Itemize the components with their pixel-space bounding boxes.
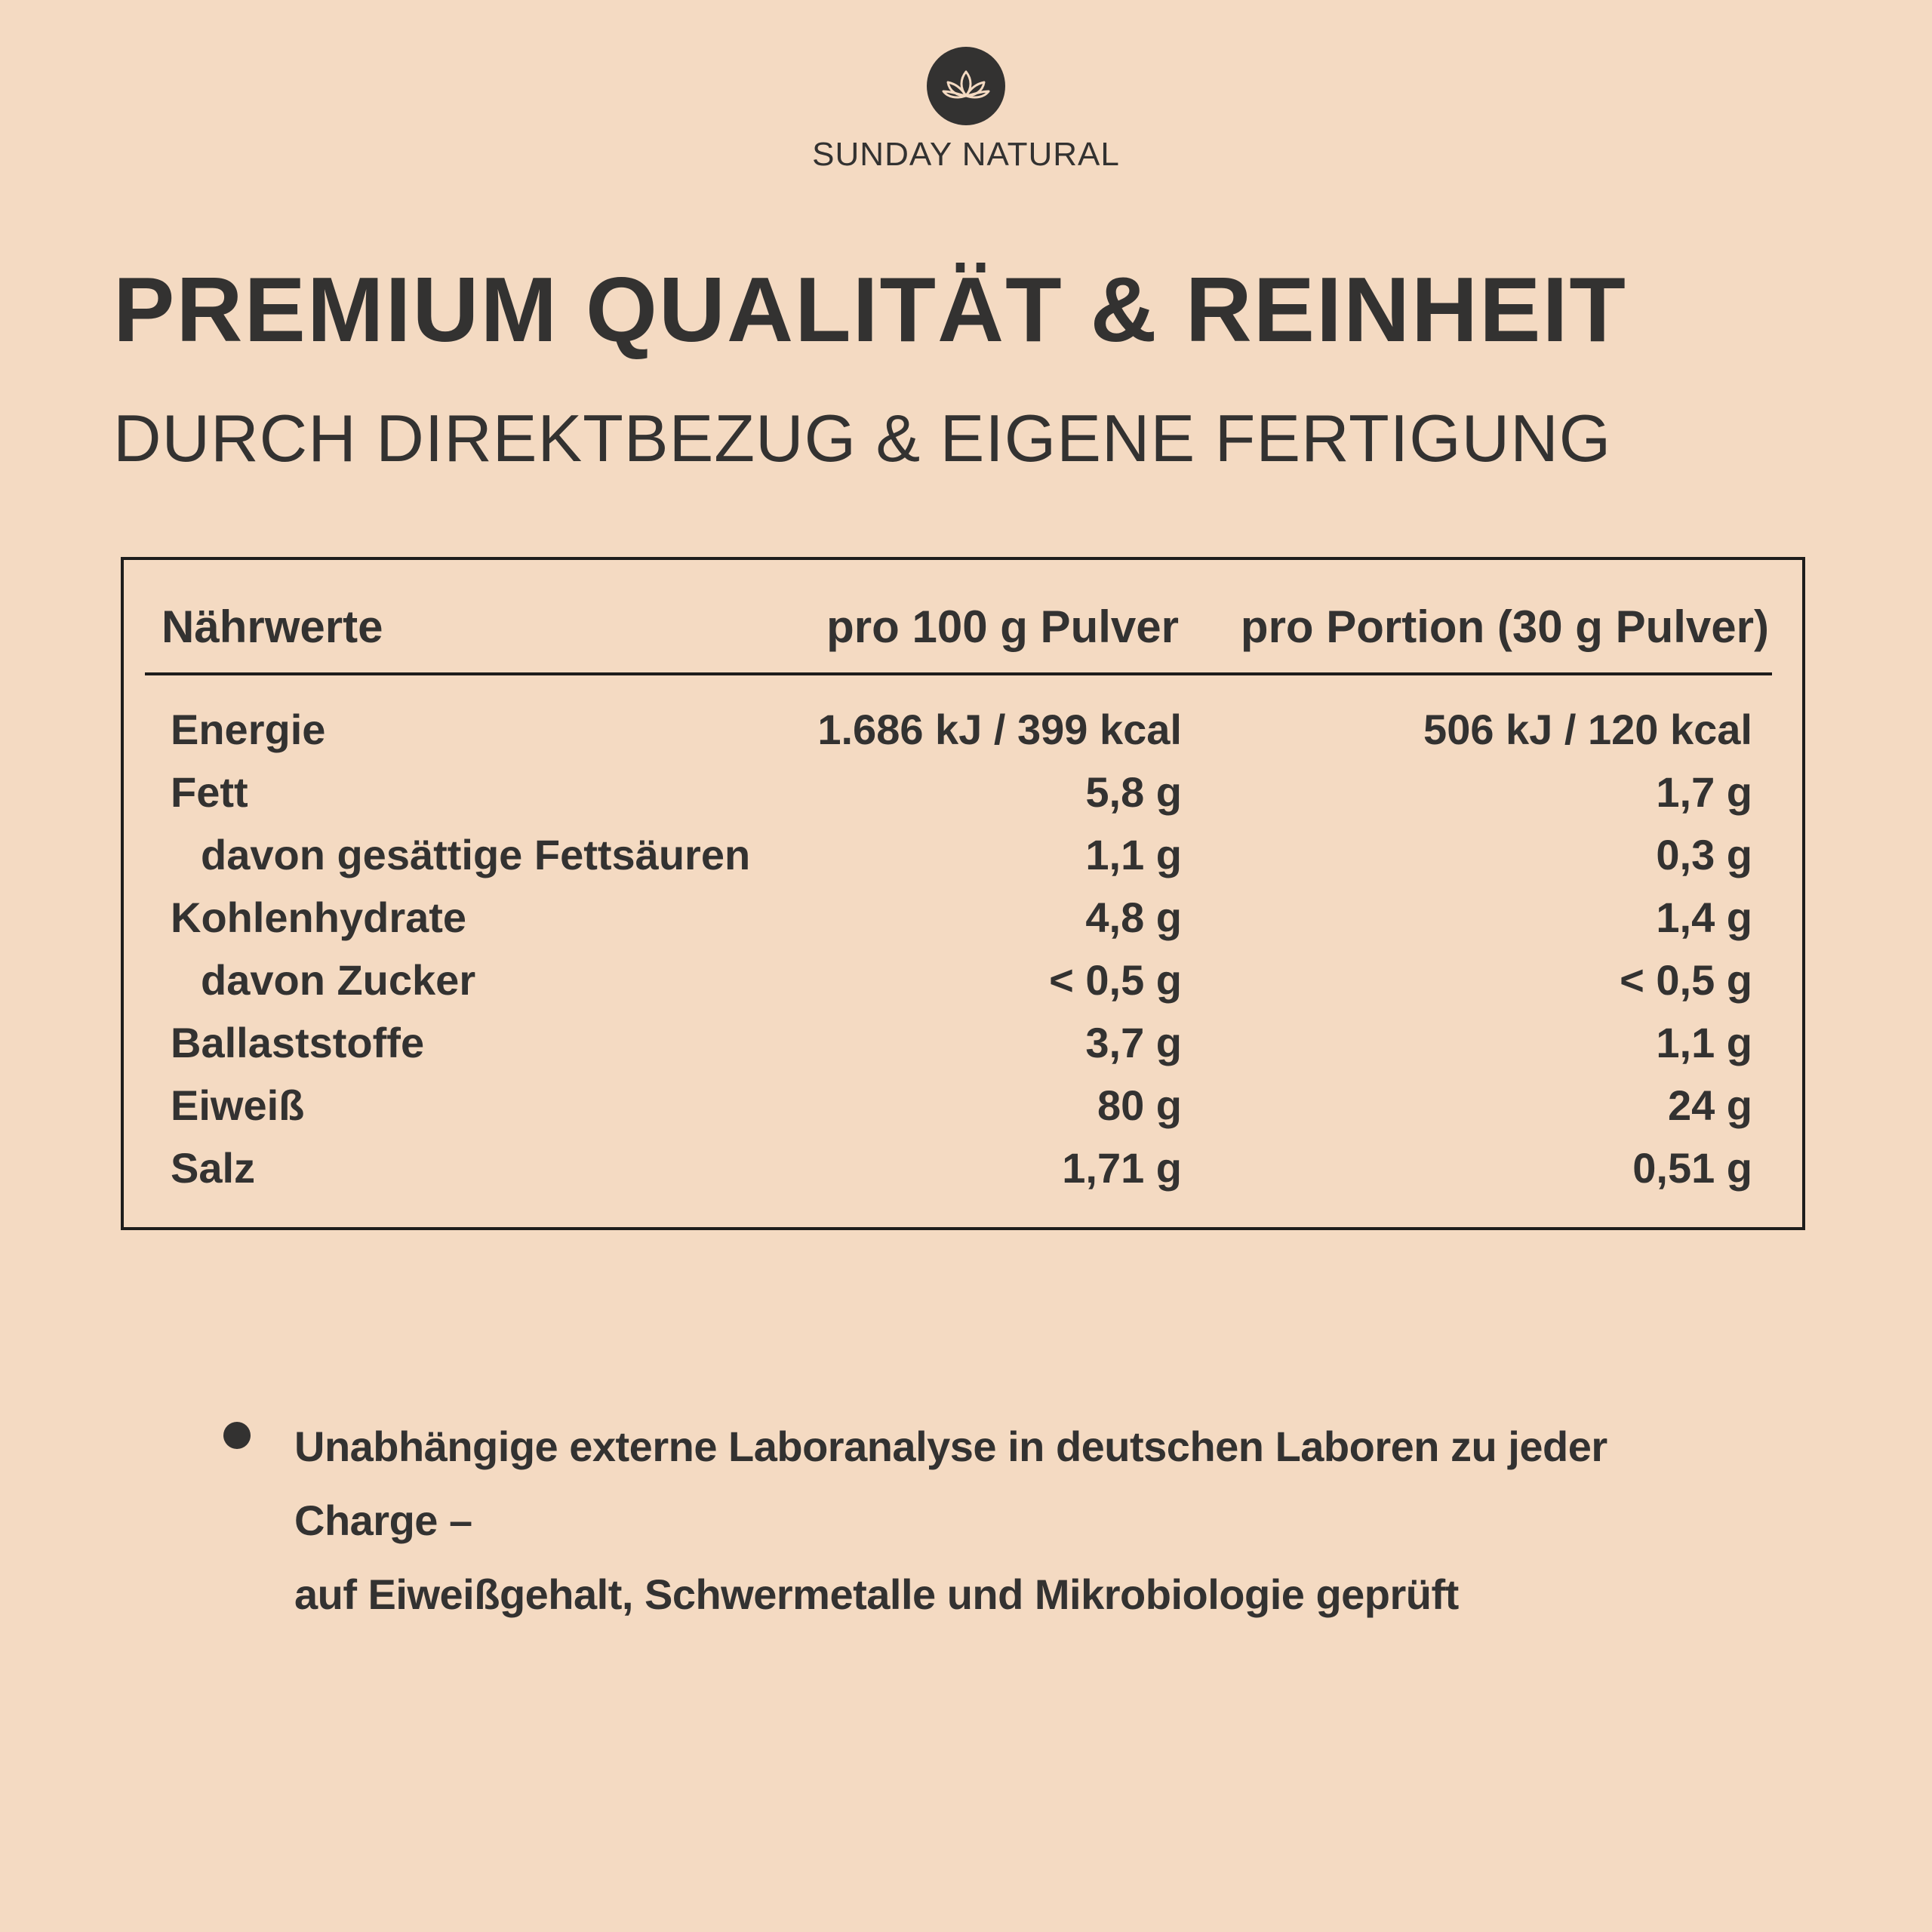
row-label: Kohlenhydrate — [171, 894, 467, 941]
row-value-per-portion: 0,3 g — [1656, 831, 1752, 878]
row-value-per-100g: < 0,5 g — [1049, 956, 1182, 1004]
row-value-per-portion: < 0,5 g — [1620, 956, 1752, 1004]
row-value-per-portion: 1,1 g — [1656, 1019, 1752, 1066]
brand-name: SUNDAY NATURAL — [812, 136, 1120, 173]
row-label: davon Zucker — [201, 956, 476, 1004]
row-value-per-portion: 0,51 g — [1632, 1144, 1752, 1192]
row-label: Eiweiß — [171, 1081, 305, 1129]
row-value-per-100g: 5,8 g — [1085, 768, 1182, 816]
bullet-line: Unabhängige externe Laboranalyse in deutschen Laboren zu jeder Charge – — [294, 1423, 1607, 1544]
table-row — [124, 768, 1802, 830]
row-value-per-portion: 1,4 g — [1656, 894, 1752, 941]
row-label: davon gesättige Fettsäuren — [201, 831, 751, 878]
header-divider — [145, 672, 1772, 675]
header-label: Nährwerte — [162, 601, 383, 652]
row-value-per-100g: 3,7 g — [1085, 1019, 1182, 1066]
row-label: Fett — [171, 768, 248, 816]
row-label: Salz — [171, 1144, 256, 1192]
table-row — [124, 830, 1802, 893]
table-row — [124, 893, 1802, 955]
page-subheadline: DURCH DIREKTBEZUG & EIGENE FERTIGUNG — [113, 401, 1612, 475]
nutrition-table — [121, 557, 1805, 1230]
page-headline: PREMIUM QUALITÄT & REINHEIT — [113, 258, 1627, 361]
lotus-icon — [927, 47, 1005, 125]
nutrition-table-body — [124, 705, 1802, 1206]
row-label: Ballaststoffe — [171, 1019, 425, 1066]
row-value-per-portion: 1,7 g — [1656, 768, 1752, 816]
header-per-portion: pro Portion (30 g Pulver) — [1240, 601, 1769, 652]
row-value-per-100g: 4,8 g — [1085, 894, 1182, 941]
bullet-text — [294, 1410, 1728, 1632]
bullet-line: auf Eiweißgehalt, Schwermetalle und Mikrobiologie geprüft — [294, 1571, 1459, 1618]
row-value-per-portion: 24 g — [1667, 1081, 1752, 1129]
brand-header — [0, 47, 1932, 174]
nutrition-table-header — [124, 560, 1802, 678]
bullet-dot-icon — [223, 1422, 251, 1449]
row-value-per-100g: 1,1 g — [1085, 831, 1182, 878]
row-value-per-100g: 1,71 g — [1062, 1144, 1182, 1192]
row-value-per-100g: 80 g — [1097, 1081, 1182, 1129]
row-label: Energie — [171, 706, 326, 753]
table-row — [124, 1143, 1802, 1206]
table-row — [124, 955, 1802, 1018]
row-value-per-100g: 1.686 kJ / 399 kcal — [817, 706, 1182, 753]
header-per-100g: pro 100 g Pulver — [826, 601, 1179, 652]
row-value-per-portion: 506 kJ / 120 kcal — [1423, 706, 1752, 753]
table-row — [124, 1018, 1802, 1081]
table-row — [124, 1081, 1802, 1143]
table-row — [124, 705, 1802, 768]
